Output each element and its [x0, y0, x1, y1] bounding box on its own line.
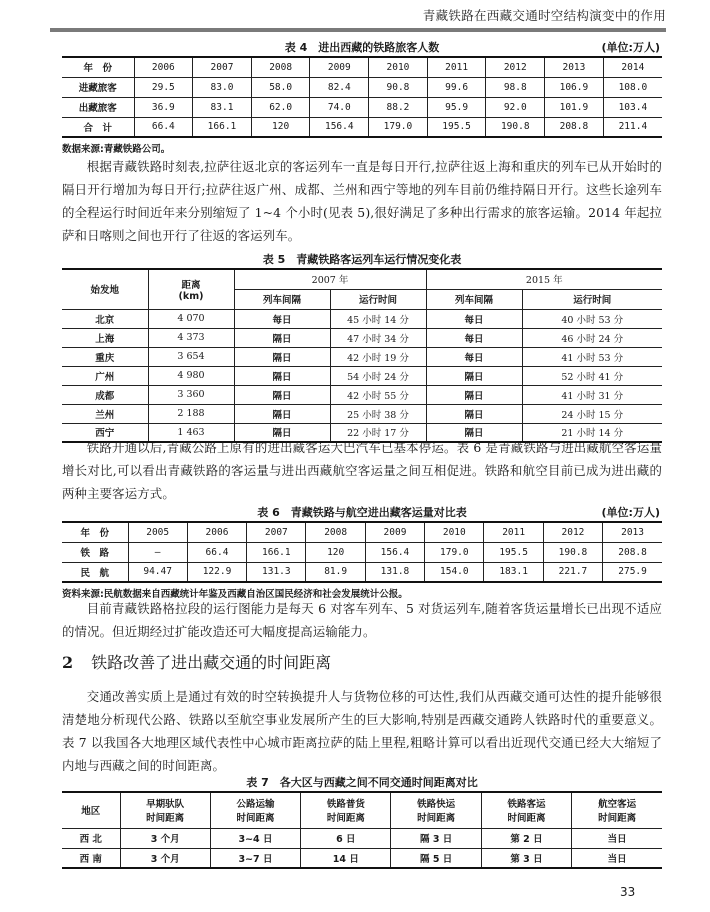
table5-distance-unit: (km) — [178, 290, 204, 302]
paragraph-3-wrap — [62, 597, 662, 643]
table-row — [62, 404, 662, 423]
table7-header-subline: 时间距离 — [417, 813, 456, 825]
table5-distance-cell: 2 188 — [148, 404, 234, 423]
table5-origin-cell: 重庆 — [62, 347, 148, 366]
table7-header-line: 铁路普货 — [326, 799, 365, 811]
table5-distance-cell: 4 070 — [148, 309, 234, 328]
table5-subheader-time-a: 运行时间 — [330, 289, 426, 309]
table6-value-cell: 190.8 — [543, 542, 602, 562]
table7-header-cell — [391, 792, 481, 828]
table6-value-cell: 208.8 — [603, 542, 662, 562]
table7-value-cell: 当日 — [572, 848, 662, 868]
table4-value-cell: 92.0 — [486, 97, 545, 117]
table5-caption — [62, 252, 662, 268]
table-row — [62, 117, 662, 137]
table4-value-cell: 62.0 — [251, 97, 310, 117]
table5-interval-2007-cell: 隔日 — [234, 404, 330, 423]
table6-year-cell: 2009 — [365, 522, 424, 542]
table5-distance-cell: 3 654 — [148, 347, 234, 366]
table5-time-2007-cell: 54 小时 24 分 — [330, 366, 426, 385]
table5-time-2015-cell: 46 小时 24 分 — [522, 328, 662, 347]
table5-time-2015-cell: 41 小时 31 分 — [522, 385, 662, 404]
table4-year-cell: 2006 — [134, 57, 193, 77]
table-row — [62, 309, 662, 328]
table5-time-2007-cell: 42 小时 19 分 — [330, 347, 426, 366]
table5-header-year-a: 2007 年 — [234, 269, 426, 289]
table6-value-cell: 154.0 — [425, 562, 484, 582]
table4-value-cell: 108.0 — [603, 77, 662, 97]
table5-title: 表 5 青藏铁路客运列车运行情况变化表 — [262, 253, 462, 266]
table6-value-cell: 94.47 — [128, 562, 187, 582]
table7-caption — [62, 775, 662, 791]
table5-distance-cell: 4 980 — [148, 366, 234, 385]
table4-value-cell: 83.0 — [193, 77, 252, 97]
table5-time-2015-cell: 21 小时 14 分 — [522, 423, 662, 442]
table4-value-cell: 88.2 — [369, 97, 428, 117]
table7-header-line: 铁路客运 — [507, 799, 546, 811]
table-row — [62, 828, 662, 848]
paragraph-1-wrap — [62, 155, 662, 247]
table6-year-cell: 2008 — [306, 522, 365, 542]
table-row — [62, 562, 662, 582]
table4-year-cell: 2009 — [310, 57, 369, 77]
table6-block — [62, 505, 662, 600]
table4-value-cell: 101.9 — [545, 97, 604, 117]
table4-year-cell: 2013 — [545, 57, 604, 77]
table7-value-cell: 隔 5 日 — [391, 848, 481, 868]
section-heading-wrap — [62, 650, 662, 673]
table5-interval-2007-cell: 每日 — [234, 309, 330, 328]
table4-header-row — [62, 57, 662, 77]
table4-value-cell: 120 — [251, 117, 310, 137]
paragraph-2: 铁路开通以后,青藏公路上原有的进出藏客运大巴汽车已基本停运。表 6 是青藏铁路与进出藏航空客运量增长对比,可以看出青藏铁路的客运量与进出西藏航空客运量之间互相促进。铁路和航空目前已成为进出藏的两种主要客运方式。 — [62, 440, 662, 501]
table4-caption — [62, 40, 662, 56]
table-row — [62, 77, 662, 97]
header-rule — [50, 28, 666, 32]
table5-subheader-interval-a: 列车间隔 — [234, 289, 330, 309]
table6-value-cell: 183.1 — [484, 562, 543, 582]
table5-interval-2015-cell: 每日 — [426, 309, 522, 328]
table5-time-2007-cell: 22 小时 17 分 — [330, 423, 426, 442]
table7-value-cell: 第 3 日 — [481, 848, 571, 868]
table4-row-label: 进藏旅客 — [62, 77, 134, 97]
paragraph-1: 根据青藏铁路时刻表,拉萨往返北京的客运列车一直是每日开行,拉萨往返上海和重庆的列车已从开始时的隔日开行增加为每日开行;拉萨往返广州、成都、兰州和西宁等地的列车目前仍维持隔日开行。这些长途列车的全程运行时间近年来分别缩短了 1~4 个小时(见表 5),很好满足了多种出行需求的旅客运输。2014 年起拉萨和日喀则之间也开行了往返的客运列车。 — [62, 159, 662, 243]
table5-interval-2015-cell: 每日 — [426, 347, 522, 366]
table4-value-cell: 195.5 — [427, 117, 486, 137]
section-heading — [62, 650, 662, 673]
table5-interval-2007-cell: 隔日 — [234, 385, 330, 404]
table6-value-cell: 179.0 — [425, 542, 484, 562]
table7-region-cell: 西 北 — [62, 828, 120, 848]
table6-caption — [62, 505, 662, 521]
table6-year-cell: 2005 — [128, 522, 187, 542]
table4-value-cell: 211.4 — [603, 117, 662, 137]
table7-header-cell — [120, 792, 210, 828]
table5-interval-2007-cell: 隔日 — [234, 423, 330, 442]
table7-value-cell: 隔 3 日 — [391, 828, 481, 848]
table7-header-cell — [62, 792, 120, 828]
table6-year-cell: 2007 — [247, 522, 306, 542]
table4-source: 数据来源:青藏铁路公司。 — [62, 144, 171, 155]
table5-interval-2007-cell: 隔日 — [234, 328, 330, 347]
table5-time-2015-cell: 40 小时 53 分 — [522, 309, 662, 328]
table4-value-cell: 90.8 — [369, 77, 428, 97]
table7-header-line: 公路运输 — [236, 799, 275, 811]
table4-row-label: 合 计 — [62, 117, 134, 137]
table4-year-cell: 2014 — [603, 57, 662, 77]
table5-subheader-interval-b: 列车间隔 — [426, 289, 522, 309]
table4-value-cell: 166.1 — [193, 117, 252, 137]
table4-value-cell: 98.8 — [486, 77, 545, 97]
table5-distance-cell: 3 360 — [148, 385, 234, 404]
table6-year-cell: 2011 — [484, 522, 543, 542]
table7-header-subline: 时间距离 — [146, 813, 185, 825]
table6-value-cell: 131.8 — [365, 562, 424, 582]
paragraph-4: 交通改善实质上是通过有效的时空转换提升人与货物位移的可达性,我们从西藏交通可达性的提升能够很清楚地分析现代公路、铁路以至航空事业发展所产生的巨大影响,特别是西藏交通跨人铁路时代的重要意义。表 7 以我国各大地理区域代表性中心城市距离拉萨的陆上里程,粗略计算可以看出近现代交通已经大大缩短了内地与西藏之间的时间距离。 — [62, 689, 662, 773]
table4-value-cell: 179.0 — [369, 117, 428, 137]
table7-value-cell: 3~4 日 — [210, 828, 300, 848]
table5-time-2015-cell: 52 小时 41 分 — [522, 366, 662, 385]
page-number: 33 — [620, 885, 636, 899]
table7-header-cell — [572, 792, 662, 828]
table-row — [62, 848, 662, 868]
table4-unit: (单位:万人) — [601, 41, 660, 54]
table7-header-line: 航空客运 — [598, 799, 637, 811]
table6-value-cell: 275.9 — [603, 562, 662, 582]
table4-value-cell: 156.4 — [310, 117, 369, 137]
table6-value-cell: 156.4 — [365, 542, 424, 562]
table7-block — [62, 775, 662, 869]
table6-year-cell: 2010 — [425, 522, 484, 542]
table6-value-cell: 195.5 — [484, 542, 543, 562]
table-row — [62, 542, 662, 562]
table4-value-cell: 103.4 — [603, 97, 662, 117]
table4-value-cell: 82.4 — [310, 77, 369, 97]
table5-origin-cell: 兰州 — [62, 404, 148, 423]
table7-value-cell: 6 日 — [301, 828, 391, 848]
table6-value-cell: 122.9 — [187, 562, 246, 582]
table7-title: 表 7 各大区与西藏之间不同交通时间距离对比 — [246, 776, 478, 789]
table4-value-cell: 208.8 — [545, 117, 604, 137]
table4-year-cell: 2011 — [427, 57, 486, 77]
table7-header-line: 早期驮队 — [146, 799, 185, 811]
table7-header-subline: 时间距离 — [598, 813, 637, 825]
table4-value-cell: 29.5 — [134, 77, 193, 97]
table7-header-subline: 时间距离 — [326, 813, 365, 825]
section-title: 铁路改善了进出藏交通的时间距离 — [91, 653, 332, 672]
paragraph-3: 目前青藏铁路格拉段的运行图能力是每天 6 对客车列车、5 对货运列车,随着客货运量增长已出现不适应的情况。但近期经过扩能改造还可大幅度提高运输能力。 — [62, 601, 662, 639]
table6-value-cell: 166.1 — [247, 542, 306, 562]
table5-time-2007-cell: 25 小时 38 分 — [330, 404, 426, 423]
table6-row-label: 铁 路 — [62, 542, 128, 562]
table7-header-line: 地区 — [81, 806, 101, 818]
table5 — [62, 268, 662, 443]
table7-header-line: 铁路快运 — [417, 799, 456, 811]
table6-value-cell: — — [128, 542, 187, 562]
table5-interval-2015-cell: 隔日 — [426, 423, 522, 442]
table6-year-cell: 2006 — [187, 522, 246, 542]
table4 — [62, 56, 662, 138]
table5-interval-2007-cell: 隔日 — [234, 347, 330, 366]
table6-value-cell: 66.4 — [187, 542, 246, 562]
table5-subheader-time-b: 运行时间 — [522, 289, 662, 309]
table4-year-cell: 2007 — [193, 57, 252, 77]
table7-header-cell — [301, 792, 391, 828]
table5-header-origin: 始发地 — [62, 269, 148, 309]
table4-header-label: 年 份 — [62, 57, 134, 77]
table6-value-cell: 131.3 — [247, 562, 306, 582]
table-row — [62, 385, 662, 404]
table7-header-cell — [481, 792, 571, 828]
table5-distance-cell: 4 373 — [148, 328, 234, 347]
table5-distance-label: 距离 — [181, 279, 201, 291]
table7-header-subline: 时间距离 — [236, 813, 275, 825]
table6-year-cell: 2013 — [603, 522, 662, 542]
table-row — [62, 328, 662, 347]
table5-time-2015-cell: 24 小时 15 分 — [522, 404, 662, 423]
table5-block — [62, 252, 662, 443]
table5-interval-2015-cell: 每日 — [426, 328, 522, 347]
table7-header-row — [62, 792, 662, 828]
table7-value-cell: 3 个月 — [120, 848, 210, 868]
table5-origin-cell: 成都 — [62, 385, 148, 404]
table5-header-distance — [148, 269, 234, 309]
table4-value-cell: 74.0 — [310, 97, 369, 117]
table6-year-cell: 2012 — [543, 522, 602, 542]
table-row — [62, 366, 662, 385]
table4-value-cell: 190.8 — [486, 117, 545, 137]
table6-value-cell: 221.7 — [543, 562, 602, 582]
table7-value-cell: 14 日 — [301, 848, 391, 868]
table7 — [62, 791, 662, 869]
table4-block — [62, 40, 662, 155]
section-number: 2 — [62, 653, 74, 672]
table5-distance-cell: 1 463 — [148, 423, 234, 442]
table7-value-cell: 第 2 日 — [481, 828, 571, 848]
table4-value-cell: 106.9 — [545, 77, 604, 97]
table7-value-cell: 3~7 日 — [210, 848, 300, 868]
table6-header-label: 年 份 — [62, 522, 128, 542]
table4-value-cell: 58.0 — [251, 77, 310, 97]
running-head: 青藏铁路在西藏交通时空结构演变中的作用 — [422, 8, 666, 23]
table5-origin-cell: 上海 — [62, 328, 148, 347]
table6-header-row — [62, 522, 662, 542]
table4-year-cell: 2012 — [486, 57, 545, 77]
table7-region-cell: 西 南 — [62, 848, 120, 868]
table5-interval-2015-cell: 隔日 — [426, 404, 522, 423]
table7-value-cell: 当日 — [572, 828, 662, 848]
table6-source: 资料来源:民航数据来自西藏统计年鉴及西藏自治区国民经济和社会发展统计公报。 — [62, 589, 408, 600]
table-row — [62, 347, 662, 366]
table5-origin-cell: 北京 — [62, 309, 148, 328]
table5-interval-2015-cell: 隔日 — [426, 385, 522, 404]
table7-value-cell: 3 个月 — [120, 828, 210, 848]
table4-value-cell: 83.1 — [193, 97, 252, 117]
table4-value-cell: 66.4 — [134, 117, 193, 137]
table4-row-label: 出藏旅客 — [62, 97, 134, 117]
table5-time-2007-cell: 47 小时 34 分 — [330, 328, 426, 347]
table7-header-subline: 时间距离 — [507, 813, 546, 825]
table5-time-2007-cell: 42 小时 55 分 — [330, 385, 426, 404]
table6-value-cell: 81.9 — [306, 562, 365, 582]
table6-row-label: 民 航 — [62, 562, 128, 582]
table6-title: 表 6 青藏铁路与航空进出藏客运量对比表 — [257, 506, 467, 519]
table5-interval-2007-cell: 隔日 — [234, 366, 330, 385]
table5-interval-2015-cell: 隔日 — [426, 366, 522, 385]
table6 — [62, 521, 662, 583]
table6-value-cell: 120 — [306, 542, 365, 562]
table4-value-cell: 36.9 — [134, 97, 193, 117]
table4-title: 表 4 进出西藏的铁路旅客人数 — [284, 41, 440, 54]
table5-header-year-b: 2015 年 — [426, 269, 662, 289]
table6-unit: (单位:万人) — [601, 506, 660, 519]
table4-value-cell: 95.9 — [427, 97, 486, 117]
table4-value-cell: 99.6 — [427, 77, 486, 97]
table4-year-cell: 2010 — [369, 57, 428, 77]
paragraph-2-wrap — [62, 436, 662, 505]
table5-time-2007-cell: 45 小时 14 分 — [330, 309, 426, 328]
paragraph-4-wrap — [62, 685, 662, 777]
table5-origin-cell: 广州 — [62, 366, 148, 385]
table4-year-cell: 2008 — [251, 57, 310, 77]
table-row — [62, 97, 662, 117]
table5-time-2015-cell: 41 小时 53 分 — [522, 347, 662, 366]
table7-header-cell — [210, 792, 300, 828]
table5-origin-cell: 西宁 — [62, 423, 148, 442]
